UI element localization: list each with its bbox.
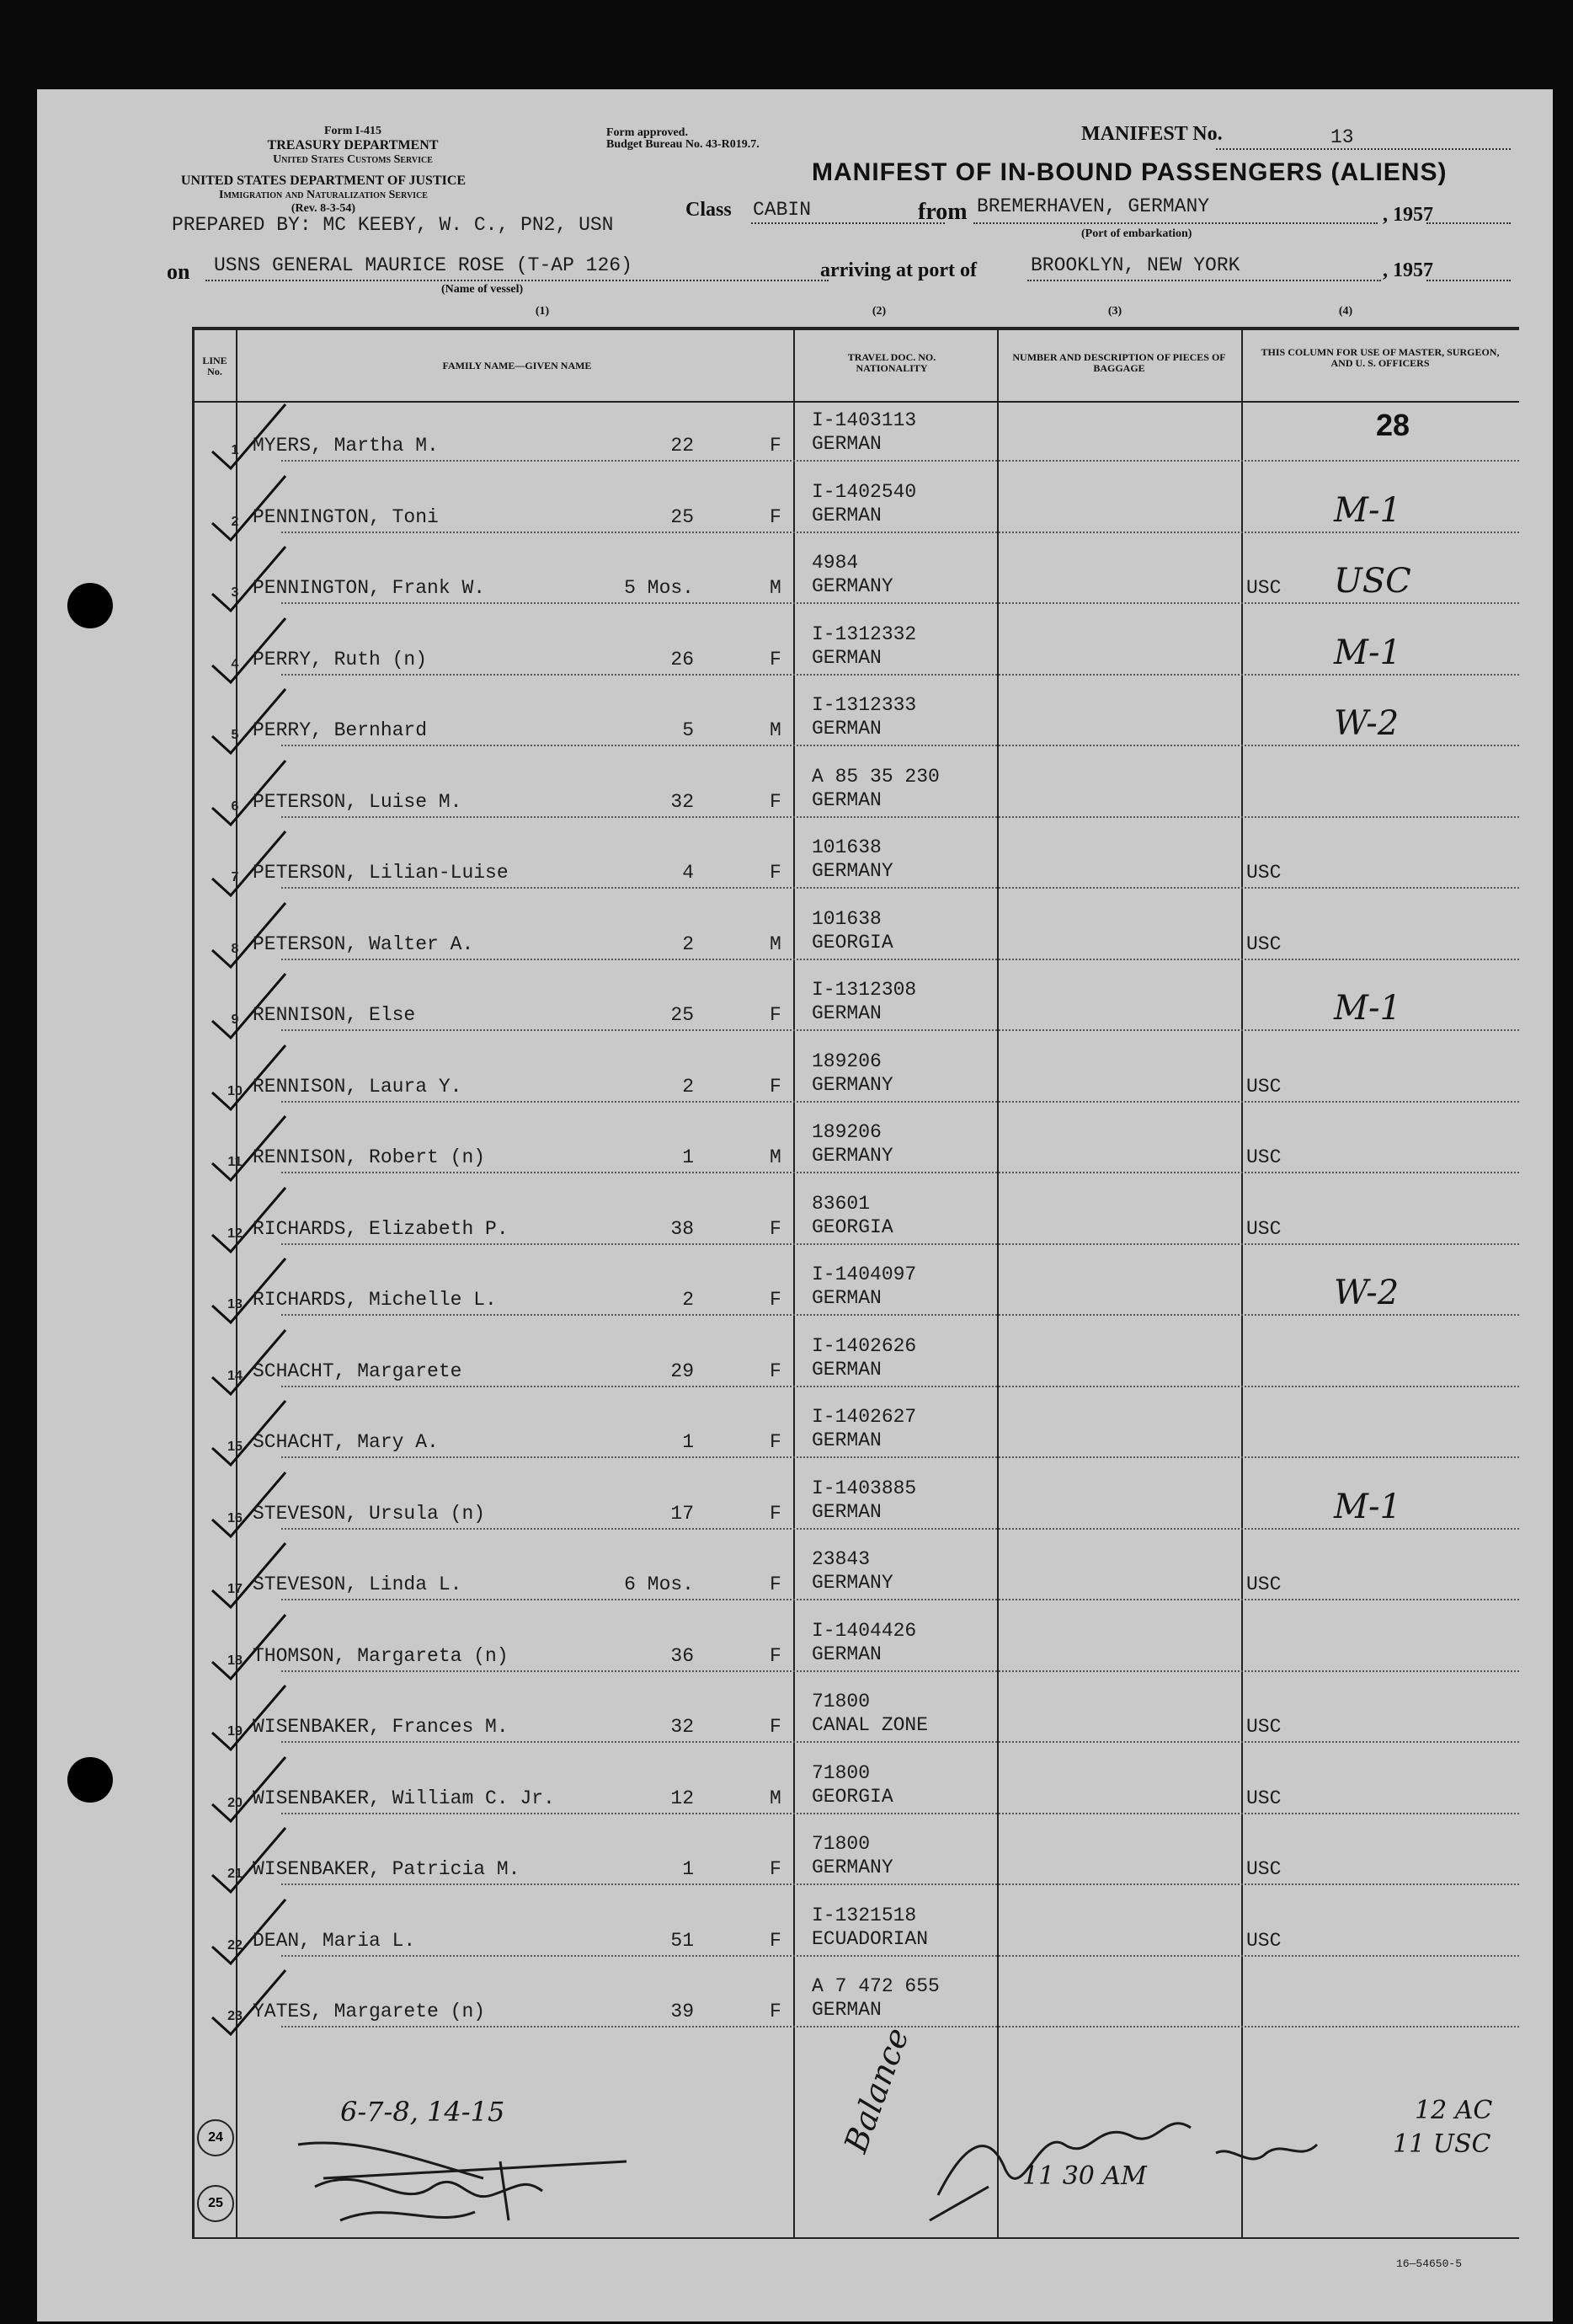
nationality: CANAL ZONE — [812, 1714, 929, 1736]
vessel-name: USNS GENERAL MAURICE ROSE (T-AP 126) — [214, 254, 632, 276]
travel-doc-no: 189206 — [812, 1050, 882, 1072]
passenger-sex: M — [770, 1146, 781, 1168]
row-rule — [281, 532, 1519, 533]
travel-doc-no: I-1312333 — [812, 694, 917, 716]
line-number: 6 — [231, 799, 239, 814]
line-number: 20 — [227, 1795, 243, 1810]
table-row — [37, 401, 1553, 472]
passenger-age: 32 — [670, 1716, 694, 1738]
nationality: GERMAN — [812, 788, 882, 811]
passenger-name: STEVESON, Linda L. — [253, 1573, 462, 1595]
travel-doc-no: 101638 — [812, 907, 882, 930]
year-embark: , 1957 — [1383, 204, 1433, 226]
line-number: 18 — [227, 1653, 243, 1668]
passenger-count: 28 — [1376, 408, 1410, 442]
form-number: Form I-415 — [323, 125, 382, 137]
row-rule — [281, 1741, 1519, 1743]
line-number: 5 — [231, 728, 239, 742]
table-row — [37, 1397, 1553, 1468]
usc-stamp: USC — [1246, 1573, 1282, 1595]
passenger-sex: M — [770, 932, 781, 955]
passenger-name: PENNINGTON, Toni — [253, 505, 439, 528]
line-number: 1 — [231, 443, 239, 457]
passenger-name: YATES, Margarete (n) — [253, 2001, 486, 2022]
passenger-name: RENNISON, Laura Y. — [253, 1075, 462, 1098]
nationality: GERMAN — [812, 718, 882, 740]
passenger-age: 4 — [682, 862, 694, 884]
table-top-rule — [192, 327, 1519, 330]
col-header-doc: TRAVEL DOC. NO. NATIONALITY — [847, 351, 936, 374]
arrival-port: BROOKLYN, NEW YORK — [1031, 254, 1240, 276]
table-row — [37, 1824, 1553, 1895]
usc-stamp: USC — [1246, 862, 1282, 884]
usc-stamp: USC — [1246, 932, 1282, 955]
row-rule — [281, 1243, 1519, 1245]
passenger-name: MYERS, Martha M. — [253, 435, 439, 457]
table-row — [37, 543, 1553, 614]
year-arrival: , 1957 — [1383, 259, 1433, 281]
passenger-sex: F — [770, 1644, 781, 1667]
passenger-sex: F — [770, 1360, 781, 1382]
year-line-2 — [1426, 280, 1511, 281]
row-rule — [281, 1172, 1519, 1173]
table-row — [37, 1184, 1553, 1255]
table-row — [37, 757, 1553, 828]
table-row — [37, 1327, 1553, 1397]
line-number-24: 24 — [197, 2119, 234, 2156]
usc-stamp: USC — [1246, 1075, 1282, 1098]
passenger-sex: F — [770, 505, 781, 528]
passenger-name: PETERSON, Walter A. — [253, 932, 474, 955]
manifest-no-label: MANIFEST No. — [1081, 123, 1223, 145]
usc-stamp: USC — [1246, 1787, 1282, 1809]
handwritten-line-list: 6-7-8, 14-15 — [340, 2096, 505, 2128]
passenger-name: DEAN, Maria L. — [253, 1929, 416, 1952]
passenger-sex: F — [770, 1716, 781, 1738]
prepared-by: PREPARED BY: MC KEEBY, W. C., PN2, USN — [172, 214, 614, 236]
table-row — [37, 1255, 1553, 1326]
travel-doc-no: 189206 — [812, 1121, 882, 1143]
nationality: GERMAN — [812, 1002, 882, 1024]
travel-doc-no: A 7 472 655 — [812, 1975, 940, 1997]
officer-signature — [290, 2128, 643, 2237]
treasury-dept: TREASURY DEPARTMENT — [267, 138, 439, 152]
nationality: ECUADORIAN — [812, 1927, 929, 1950]
from-value: BREMERHAVEN, GERMANY — [977, 195, 1210, 217]
passenger-age: 36 — [670, 1644, 694, 1667]
passenger-name: THOMSON, Margareta (n) — [253, 1644, 509, 1667]
col-header-line: LINE No. — [202, 355, 227, 377]
row-rule — [281, 1883, 1519, 1885]
handwritten-tally-aliens: 12 AC — [1415, 2096, 1493, 2125]
passenger-sex: F — [770, 1858, 781, 1880]
usc-stamp: USC — [1246, 1929, 1282, 1952]
passenger-name: PETERSON, Lilian-Luise — [253, 862, 509, 884]
officer-handwritten-mark: M-1 — [1334, 490, 1401, 530]
class-label: Class — [685, 199, 732, 221]
manifest-no: 13 — [1330, 126, 1354, 148]
nationality: GERMAN — [812, 1429, 882, 1451]
nationality: GERMAN — [812, 504, 882, 526]
passenger-age: 12 — [670, 1787, 694, 1809]
passenger-age: 25 — [670, 1004, 694, 1026]
passenger-age: 5 — [682, 719, 694, 741]
table-row — [37, 1042, 1553, 1113]
table-row — [37, 970, 1553, 1041]
passenger-sex: F — [770, 435, 781, 457]
travel-doc-no: I-1403885 — [812, 1477, 917, 1499]
passenger-sex: F — [770, 1502, 781, 1525]
row-rule — [281, 816, 1519, 818]
manifest-title: MANIFEST OF IN-BOUND PASSENGERS (ALIENS) — [812, 158, 1448, 186]
table-row — [37, 1967, 1553, 2038]
nationality: GERMAN — [812, 433, 882, 455]
passenger-name: PENNINGTON, Frank W. — [253, 577, 486, 599]
passenger-sex: M — [770, 719, 781, 741]
col-header-baggage: NUMBER AND DESCRIPTION OF PIECES OF BAGGAGE — [1012, 351, 1226, 374]
table-row — [37, 900, 1553, 970]
table-row — [37, 1682, 1553, 1753]
travel-doc-no: I-1402627 — [812, 1406, 917, 1428]
line-number: 17 — [227, 1582, 243, 1596]
passenger-age: 26 — [670, 648, 694, 670]
passenger-age: 2 — [682, 932, 694, 955]
nationality: GERMAN — [812, 1999, 882, 2021]
manifest-no-line — [1216, 148, 1511, 150]
col-num-4: (4) — [1338, 305, 1353, 318]
travel-doc-no: 101638 — [812, 836, 882, 858]
travel-doc-no: A 85 35 230 — [812, 765, 940, 788]
vessel-line — [205, 280, 829, 281]
passenger-age: 17 — [670, 1502, 694, 1525]
nationality: GEORGIA — [812, 931, 893, 954]
row-rule — [281, 745, 1519, 746]
passenger-sex: F — [770, 1289, 781, 1311]
passenger-name: WISENBAKER, Frances M. — [253, 1716, 509, 1738]
line-number: 21 — [227, 1867, 243, 1881]
nationality: GERMANY — [812, 1857, 893, 1878]
passenger-age: 32 — [670, 790, 694, 813]
nationality: GERMAN — [812, 1358, 882, 1381]
table-row — [37, 1754, 1553, 1824]
passenger-name: PERRY, Ruth (n) — [253, 648, 428, 670]
travel-doc-no: I-1402540 — [812, 480, 917, 503]
row-rule — [281, 1101, 1519, 1103]
travel-doc-no: I-1312308 — [812, 979, 917, 1001]
table-row — [37, 1113, 1553, 1183]
travel-doc-no: 83601 — [812, 1192, 871, 1215]
row-rule — [281, 959, 1519, 960]
nationality: GERMANY — [812, 1073, 893, 1096]
passenger-age: 39 — [670, 2001, 694, 2022]
passenger-name: WISENBAKER, William C. Jr. — [253, 1787, 555, 1809]
nationality: GERMAN — [812, 646, 882, 669]
officer-handwritten-mark: M-1 — [1334, 1487, 1401, 1526]
passenger-age: 25 — [670, 505, 694, 528]
row-rule — [281, 1314, 1519, 1316]
passenger-age: 2 — [682, 1075, 694, 1098]
passenger-name: RICHARDS, Elizabeth P. — [253, 1217, 509, 1240]
passenger-age: 1 — [682, 1431, 694, 1453]
line-number: 14 — [227, 1368, 243, 1383]
budget-bureau: Budget Bureau No. 43-R019.7. — [606, 138, 760, 151]
line-number: 2 — [231, 514, 239, 529]
footer-code: 16—54650-5 — [1396, 2257, 1463, 2270]
row-rule — [281, 460, 1519, 462]
row-rule — [281, 1528, 1519, 1530]
passenger-name: RICHARDS, Michelle L. — [253, 1289, 497, 1311]
col-num-1: (1) — [535, 305, 550, 318]
passenger-sex: F — [770, 1431, 781, 1453]
passenger-sex: F — [770, 648, 781, 670]
line-number: 7 — [231, 870, 239, 884]
table-row — [37, 615, 1553, 686]
travel-doc-no: I-1402626 — [812, 1334, 917, 1357]
officer-handwritten-mark: W-2 — [1334, 704, 1400, 743]
travel-doc-no: I-1404097 — [812, 1264, 917, 1285]
manifest-page — [37, 89, 1553, 2321]
row-rule — [281, 602, 1519, 604]
row-rule — [281, 1955, 1519, 1957]
handwritten-tally-usc: 11 USC — [1393, 2129, 1491, 2159]
passenger-sex: F — [770, 2001, 781, 2022]
officer-handwritten-mark: M-1 — [1334, 989, 1401, 1028]
passenger-name: PETERSON, Luise M. — [253, 790, 462, 813]
usc-stamp: USC — [1246, 1146, 1282, 1168]
passenger-age: 1 — [682, 1146, 694, 1168]
line-number: 4 — [231, 656, 239, 671]
table-row — [37, 473, 1553, 543]
line-number-25: 25 — [197, 2185, 234, 2222]
col-num-3: (3) — [1107, 305, 1122, 318]
line-number: 22 — [227, 1937, 243, 1953]
from-label: from — [918, 199, 968, 225]
travel-doc-no: I-1403113 — [812, 409, 917, 431]
row-rule — [281, 1029, 1519, 1031]
class-line — [751, 222, 945, 224]
line-number: 10 — [227, 1083, 243, 1098]
passenger-name: SCHACHT, Margarete — [253, 1360, 462, 1382]
passenger-name: SCHACHT, Mary A. — [253, 1431, 439, 1453]
passenger-sex: F — [770, 1004, 781, 1026]
nationality: GERMAN — [812, 1500, 882, 1523]
usc-stamp: USC — [1246, 1858, 1282, 1880]
nationality: GEORGIA — [812, 1215, 893, 1238]
passenger-sex: F — [770, 1075, 781, 1098]
justice-dept: UNITED STATES DEPARTMENT OF JUSTICE — [180, 174, 467, 188]
on-label: on — [167, 259, 190, 284]
revision: (Rev. 8-3-54) — [291, 202, 356, 215]
table-row — [37, 1896, 1553, 1967]
passenger-sex: F — [770, 1217, 781, 1240]
row-rule — [281, 1813, 1519, 1814]
passenger-age: 38 — [670, 1217, 694, 1240]
line-number: 16 — [227, 1510, 243, 1525]
from-line — [973, 222, 1378, 224]
line-number: 23 — [227, 2009, 243, 2023]
passenger-sex: M — [770, 577, 781, 599]
usc-stamp: USC — [1246, 1716, 1282, 1738]
row-rule — [281, 674, 1519, 676]
nationality: GERMANY — [812, 575, 893, 597]
nationality: GERMAN — [812, 1643, 882, 1665]
line-number: 19 — [227, 1724, 243, 1739]
passenger-age: 22 — [670, 435, 694, 457]
line-number: 15 — [227, 1440, 243, 1454]
col-num-2: (2) — [872, 305, 887, 318]
travel-doc-no: I-1321518 — [812, 1904, 917, 1926]
row-rule — [281, 887, 1519, 889]
travel-doc-no: I-1404426 — [812, 1619, 917, 1642]
col-header-name: FAMILY NAME—GIVEN NAME — [442, 360, 592, 371]
table-row — [37, 1540, 1553, 1611]
line-number: 12 — [227, 1226, 243, 1241]
passenger-age: 29 — [670, 1360, 694, 1382]
row-rule — [281, 1670, 1519, 1672]
passenger-age: 5 Mos. — [624, 577, 694, 599]
line-number: 9 — [231, 1012, 239, 1027]
passenger-age: 2 — [682, 1289, 694, 1311]
usc-stamp: USC — [1246, 577, 1282, 599]
customs-service: United States Customs Service — [273, 153, 433, 166]
line-number: 13 — [227, 1297, 243, 1312]
travel-doc-no: 71800 — [812, 1761, 871, 1784]
row-rule — [281, 1599, 1519, 1600]
year-line — [1426, 222, 1511, 224]
passenger-sex: F — [770, 790, 781, 813]
vessel-caption: (Name of vessel) — [441, 283, 524, 296]
nationality: GERMAN — [812, 1287, 882, 1309]
arriving-label: arriving at port of — [820, 259, 977, 281]
nationality: GEORGIA — [812, 1785, 893, 1808]
port-caption: (Port of embarkation) — [1081, 227, 1192, 240]
passenger-age: 6 Mos. — [624, 1573, 694, 1595]
travel-doc-no: 23843 — [812, 1548, 871, 1570]
passenger-name: PERRY, Bernhard — [253, 719, 428, 741]
passenger-sex: M — [770, 1787, 781, 1809]
class-value: CABIN — [753, 199, 812, 221]
passenger-sex: F — [770, 862, 781, 884]
handwritten-balance: Balance — [837, 2022, 916, 2158]
officer-handwritten-mark: USC — [1334, 562, 1411, 601]
usc-stamp: USC — [1246, 1217, 1282, 1240]
table-row — [37, 828, 1553, 899]
travel-doc-no: 71800 — [812, 1691, 871, 1712]
passenger-name: RENNISON, Else — [253, 1004, 416, 1026]
passenger-name: RENNISON, Robert (n) — [253, 1146, 486, 1168]
table-row — [37, 686, 1553, 756]
handwritten-time: 11 30 AM — [1022, 2161, 1147, 2191]
arrival-line — [1027, 280, 1381, 281]
line-number: 3 — [231, 585, 239, 600]
passenger-name: WISENBAKER, Patricia M. — [253, 1858, 520, 1880]
officer-handwritten-mark: W-2 — [1334, 1274, 1400, 1312]
passenger-sex: F — [770, 1573, 781, 1595]
nationality: GERMANY — [812, 860, 893, 882]
nationality: GERMANY — [812, 1145, 893, 1167]
officer-handwritten-mark: M-1 — [1334, 633, 1401, 672]
passenger-sex: F — [770, 1929, 781, 1952]
passenger-name: STEVESON, Ursula (n) — [253, 1502, 486, 1525]
passenger-age: 1 — [682, 1858, 694, 1880]
row-rule — [281, 1456, 1519, 1458]
passenger-age: 51 — [670, 1929, 694, 1952]
nationality: GERMANY — [812, 1572, 893, 1594]
line-number: 11 — [227, 1155, 243, 1169]
table-row — [37, 1611, 1553, 1682]
travel-doc-no: I-1312332 — [812, 622, 917, 645]
ins-service: Immigration and Naturalization Service — [219, 189, 428, 201]
table-bottom-rule — [192, 2237, 1519, 2239]
line-number: 8 — [231, 941, 239, 956]
table-row — [37, 1469, 1553, 1540]
row-rule — [281, 2026, 1519, 2027]
travel-doc-no: 4984 — [812, 552, 859, 574]
travel-doc-no: 71800 — [812, 1833, 871, 1855]
form-approved: Form approved. — [606, 126, 688, 139]
row-rule — [281, 1386, 1519, 1387]
col-header-officers: THIS COLUMN FOR USE OF MASTER, SURGEON, AND U. S. OFFICERS — [1261, 346, 1500, 369]
